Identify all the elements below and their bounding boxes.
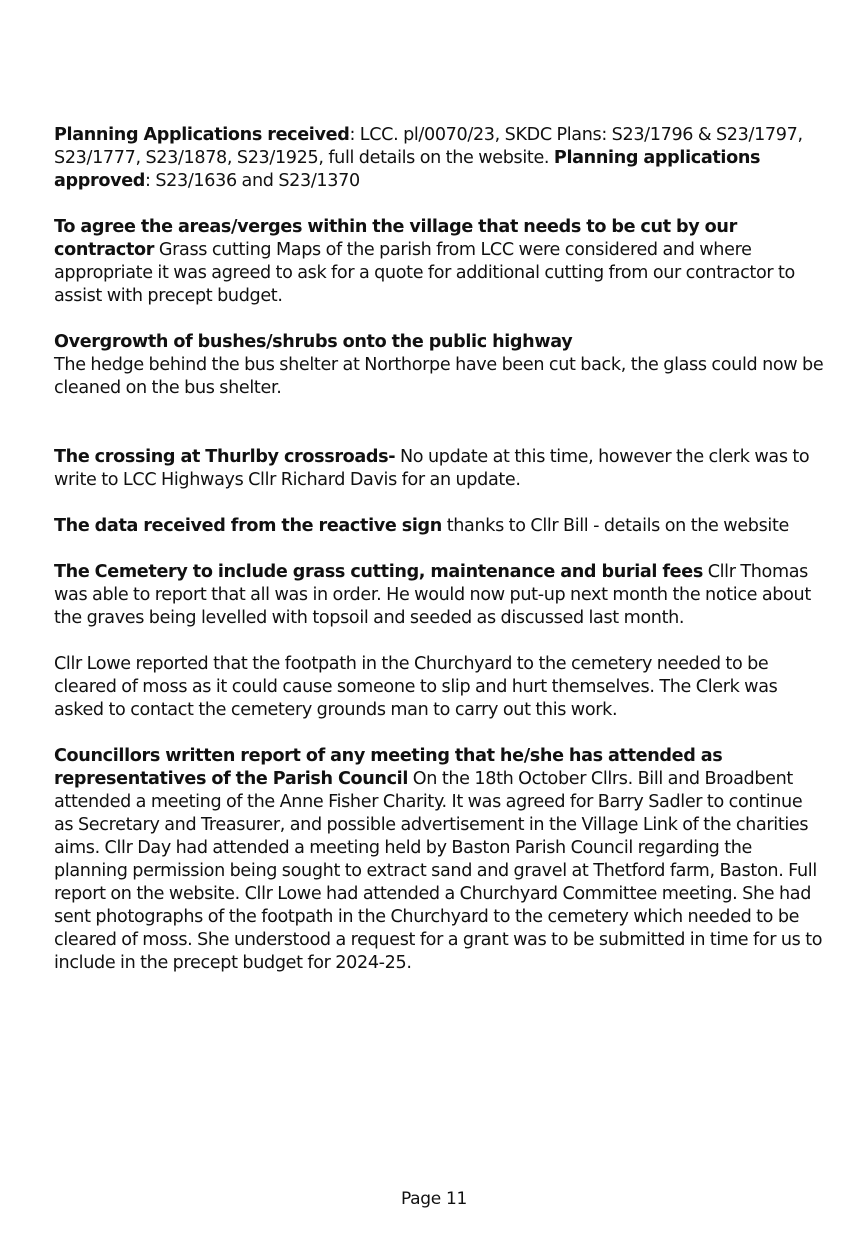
reactive-sign-heading: The data received from the reactive sign <box>54 516 442 536</box>
planning-applications-paragraph <box>54 124 826 193</box>
planning-applications-received-text: : LCC. pl/0070/23, SKDC Plans: S23/1796 & S23/1797, S23/1777, S23/1878, S23/1925, full details on the website. <box>54 125 803 168</box>
planning-applications-heading: Planning Applications received <box>54 125 350 145</box>
overgrowth-heading: Overgrowth of bushes/shrubs onto the public highway <box>54 332 573 352</box>
spacer <box>54 193 826 216</box>
cemetery-heading: The Cemetery to include grass cutting, maintenance and burial fees <box>54 562 703 582</box>
reactive-sign-paragraph <box>54 515 826 538</box>
verges-text: Grass cutting Maps of the parish from LCC were considered and where appropriate it was agreed to ask for a quote for additional cutting from our contractor to assist with precept budget. <box>54 240 795 306</box>
cemetery-text: Cllr Thomas was able to report that all was in order. He would now put-up next month the notice about the graves being levelled with topsoil and seeded as discussed last month. <box>54 562 811 628</box>
crossing-heading: The crossing at Thurlby crossroads- <box>54 447 396 467</box>
reactive-sign-text: thanks to Cllr Bill - details on the website <box>441 516 789 536</box>
cemetery-paragraph <box>54 561 826 630</box>
spacer <box>54 722 826 745</box>
overgrowth-text: The hedge behind the bus shelter at Northorpe have been cut back, the glass could now be cleaned on the bus shelter. <box>54 355 824 398</box>
footpath-paragraph: Cllr Lowe reported that the footpath in the Churchyard to the cemetery needed to be cleared of moss as it could cause someone to slip and hurt themselves. The Clerk was asked to contact the cemetery grounds man to carry out this work. <box>54 654 778 720</box>
planning-applications-approved-heading: Planning applications approved <box>54 148 761 191</box>
verges-paragraph <box>54 216 826 308</box>
page-number: Page 11 <box>400 1189 468 1209</box>
document-page <box>54 124 826 975</box>
councillors-report-text: On the 18th October Cllrs. Bill and Broadbent attended a meeting of the Anne Fisher Charity. It was agreed for Barry Sadler to continue as Secretary and Treasurer, and possible advertisement in the Village Link of the charities aims. Cllr Day had attended a meeting held by Baston Parish Council regarding the planning permission being sought to extract sand and gravel at Thetford farm, Baston. Full report on the website. Cllr Lowe had attended a Churchyard Committee meeting. She had sent photographs of the footpath in the Churchyard to the cemetery which needed to be cleared of moss. She understood a request for a grant was to be submitted in time for us to include in the precept budget for 2024-25. <box>54 769 823 973</box>
councillors-report-heading: Councillors written report of any meeting that he/she has attended as representatives of the Parish Council <box>54 746 723 789</box>
crossing-text: No update at this time, however the clerk was to write to LCC Highways Cllr Richard Davis for an update. <box>54 447 810 490</box>
planning-applications-approved-text: : S23/1636 and S23/1370 <box>145 171 360 191</box>
spacer <box>54 492 826 515</box>
crossing-paragraph <box>54 446 826 492</box>
spacer <box>54 308 826 331</box>
verges-heading: To agree the areas/verges within the village that needs to be cut by our contractor <box>54 217 737 260</box>
spacer <box>54 538 826 561</box>
spacer <box>54 630 826 653</box>
overgrowth-paragraph <box>54 331 826 400</box>
spacer <box>54 400 826 446</box>
councillors-report-paragraph <box>54 745 826 975</box>
